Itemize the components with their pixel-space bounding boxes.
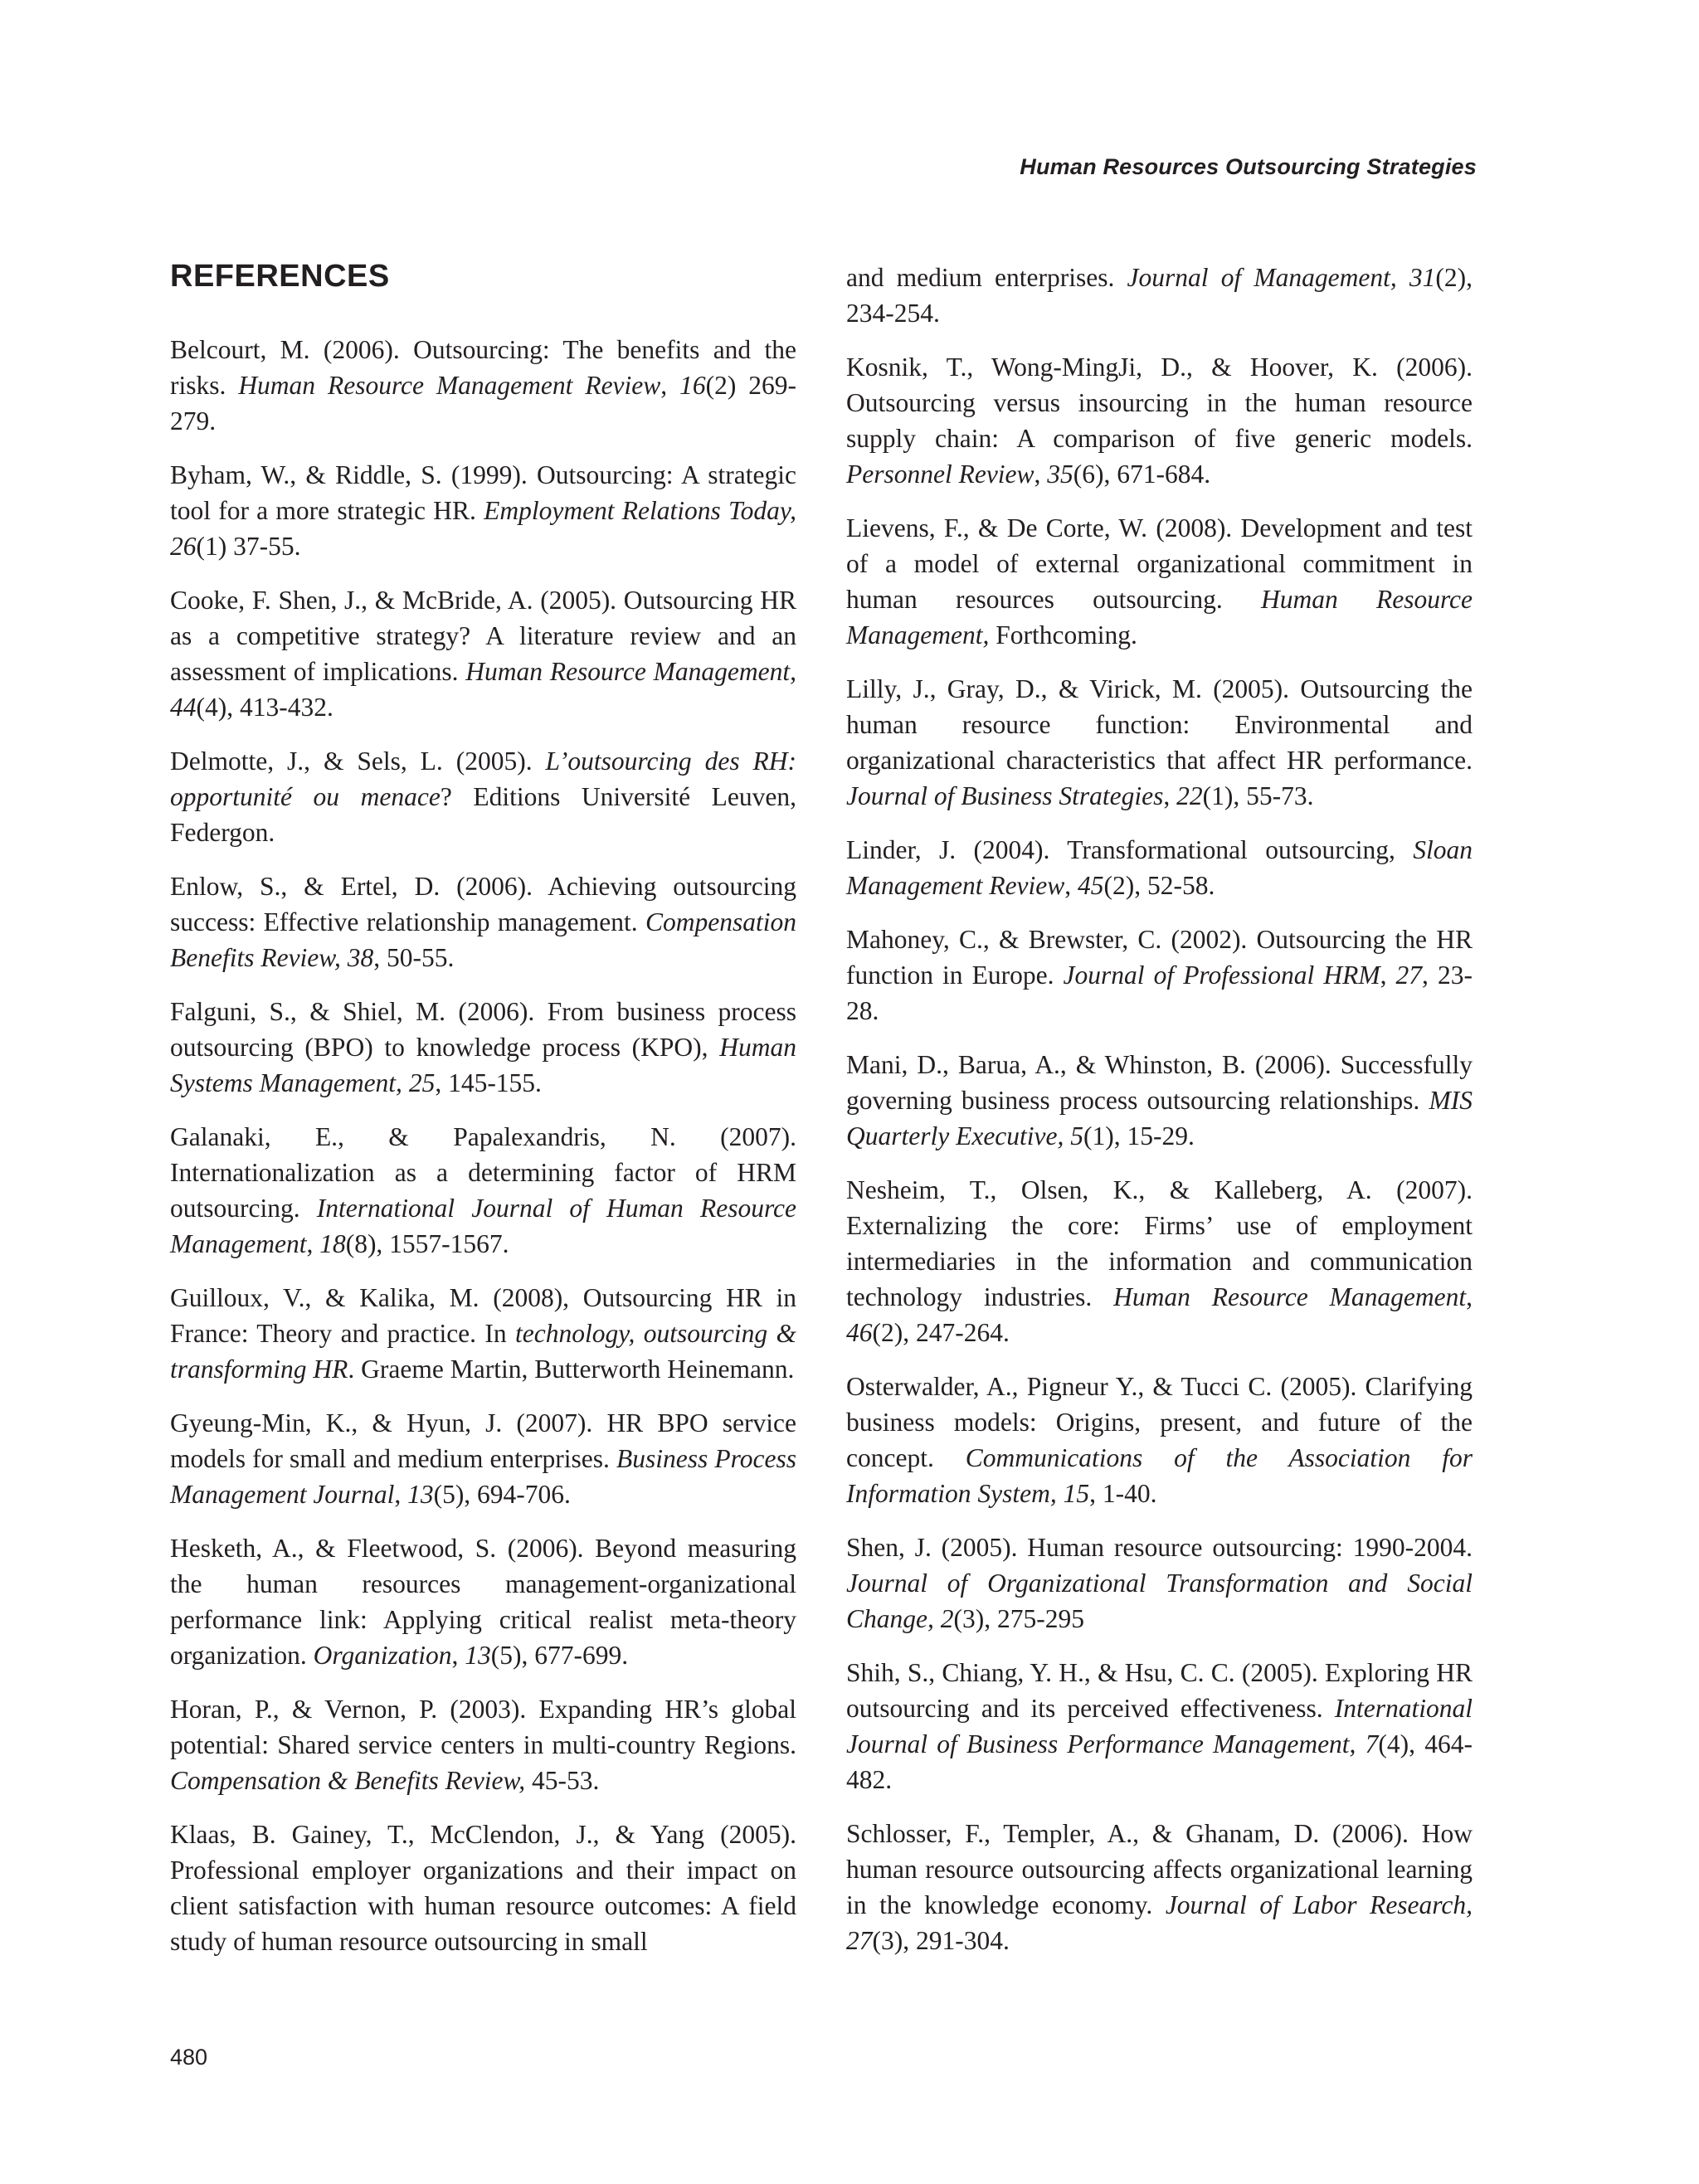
reference-entry: Kosnik, T., Wong-MingJi, D., & Hoover, K. (2006). Outsourcing versus insourcing in the human resource supply chain: A comparison of five generic models. Personnel Review, 35(6), 671-684. bbox=[846, 353, 1473, 489]
reference-entry: Hesketh, A., & Fleetwood, S. (2006). Beyond measuring the human resources management-organizational performance link: Applying critical realist meta-theory organization. Organization, 13(5), 677-699. bbox=[170, 1534, 796, 1670]
reference-entry: Guilloux, V., & Kalika, M. (2008), Outsourcing HR in France: Theory and practice. In technology, outsourcing & transforming HR. Graeme Martin, Butterworth Heinemann. bbox=[170, 1283, 796, 1384]
reference-entry: Byham, W., & Riddle, S. (1999). Outsourcing: A strategic tool for a more strategic HR. Employment Relations Today, 26(1) 37-55. bbox=[170, 460, 796, 561]
reference-entry: Lilly, J., Gray, D., & Virick, M. (2005). Outsourcing the human resource function: Environmental and organizational characteristics that affect HR performance. Journal of Business Strategies, 22(1), 55-73. bbox=[846, 674, 1473, 810]
references-column-right bbox=[846, 260, 1473, 1977]
reference-entry: Mani, D., Barua, A., & Whinston, B. (2006). Successfully governing business process outsourcing relationships. MIS Quarterly Executive, 5(1), 15-29. bbox=[846, 1050, 1473, 1150]
reference-entry: Delmotte, J., & Sels, L. (2005). L’outsourcing des RH: opportunité ou menace? Editions Université Leuven, Federgon. bbox=[170, 747, 797, 847]
reference-entry: Klaas, B. Gainey, T., McClendon, J., & Yang (2005). Professional employer organizations and their impact on client satisfaction with human resource outcomes: A field study of human resource outsourcing in small bbox=[170, 1820, 796, 1956]
reference-entry: Horan, P., & Vernon, P. (2003). Expanding HR’s global potential: Shared service centers in multi-country Regions. Compensation & Benefits Review, 45-53. bbox=[170, 1695, 796, 1795]
reference-entry: Schlosser, F., Templer, A., & Ghanam, D. (2006). How human resource outsourcing affects organizational learning in the knowledge economy. Journal of Labor Research, 27(3), 291-304. bbox=[846, 1819, 1473, 1955]
page-number: 480 bbox=[170, 2045, 208, 2070]
reference-entry: Cooke, F. Shen, J., & McBride, A. (2005). Outsourcing HR as a competitive strategy? A literature review and an assessment of implications. Human Resource Management, 44(4), 413-432. bbox=[170, 586, 796, 722]
reference-entry: Shih, S., Chiang, Y. H., & Hsu, C. C. (2005). Exploring HR outsourcing and its perceived effectiveness. International Journal of Business Performance Management, 7(4), 464-482. bbox=[846, 1658, 1473, 1794]
references-column-left bbox=[170, 332, 796, 1977]
reference-entry: Nesheim, T., Olsen, K., & Kalleberg, A. (2007). Externalizing the core: Firms’ use of employment intermediaries in the information and communication technology industries. Human Resource Management, 46(2), 247-264. bbox=[846, 1175, 1473, 1347]
reference-entry: Gyeung-Min, K., & Hyun, J. (2007). HR BPO service models for small and medium enterprises. Business Process Management Journal, 13(5), 694-706. bbox=[170, 1408, 796, 1509]
references-heading: REFERENCES bbox=[170, 259, 390, 294]
reference-entry: Lievens, F., & De Corte, W. (2008). Development and test of a model of external organizational commitment in human resources outsourcing. Human Resource Management, Forthcoming. bbox=[846, 513, 1473, 649]
reference-entry: Enlow, S., & Ertel, D. (2006). Achieving outsourcing success: Effective relationship management. Compensation Benefits Review, 38, 50-55. bbox=[170, 872, 796, 972]
reference-entry: and medium enterprises. Journal of Management, 31(2), 234-254. bbox=[846, 263, 1473, 328]
reference-entry: Falguni, S., & Shiel, M. (2006). From business process outsourcing (BPO) to knowledge process (KPO), Human Systems Management, 25, 145-155. bbox=[170, 997, 796, 1097]
reference-entry: Belcourt, M. (2006). Outsourcing: The benefits and the risks. Human Resource Management Review, 16(2) 269-279. bbox=[170, 335, 796, 435]
reference-entry: Mahoney, C., & Brewster, C. (2002). Outsourcing the HR function in Europe. Journal of Professional HRM, 27, 23-28. bbox=[846, 925, 1473, 1025]
running-head: Human Resources Outsourcing Strategies bbox=[1020, 154, 1477, 179]
reference-entry: Galanaki, E., & Papalexandris, N. (2007). Internationalization as a determining factor of HRM outsourcing. International Journal of Human Resource Management, 18(8), 1557-1567. bbox=[170, 1122, 797, 1258]
reference-entry: Linder, J. (2004). Transformational outsourcing, Sloan Management Review, 45(2), 52-58. bbox=[846, 835, 1473, 900]
reference-entry: Shen, J. (2005). Human resource outsourcing: 1990-2004. Journal of Organizational Transformation and Social Change, 2(3), 275-295 bbox=[846, 1533, 1473, 1633]
reference-entry: Osterwalder, A., Pigneur Y., & Tucci C. (2005). Clarifying business models: Origins, present, and future of the concept. Communications of the Association for Information System, 15, 1-40. bbox=[846, 1372, 1473, 1508]
